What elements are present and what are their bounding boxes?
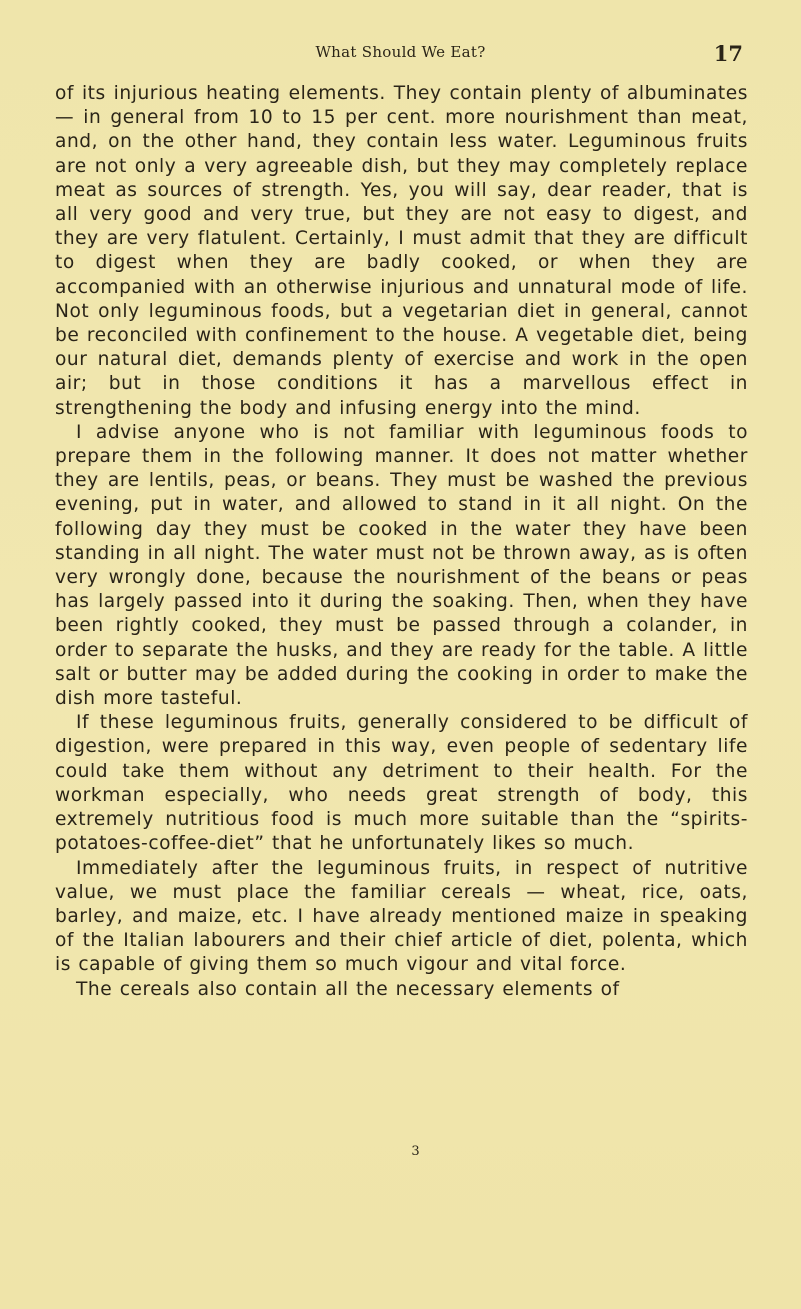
- running-title: What Should We Eat?: [315, 43, 486, 61]
- paragraph: I advise anyone who is not familiar with leguminous foods to prepare them in the following manner. It does not matter whether they are lentils, peas, or beans. They must be washed the previous evening, put in water, and allowed to stand in it all night. On the following day they must be cooked in the water they have been standing in all night. The water must not be thrown away, as is often very wrongly done, because the nourishment of the beans or peas has largely passed into it during the soaking. Then, when they have been rightly cooked, they must be passed through a colander, in order to separate the husks, and they are ready for the table. A little salt or butter may be added during the cooking in order to make the dish more tasteful.: [55, 421, 748, 710]
- body-text: [55, 82, 748, 1002]
- page-number: 17: [713, 41, 743, 66]
- paragraph: The cereals also contain all the necessary elements of: [76, 978, 620, 1000]
- signature-mark: 3: [411, 1144, 420, 1159]
- paragraph: Immediately after the leguminous fruits, in respect of nutritive value, we must place the familiar cereals — wheat, rice, oats, barley, and maize, etc. I have already mentioned maize in speaking of the Italian labourers and their chief article of diet, polenta, which is capable of giving them so much vigour and vital force.: [55, 857, 748, 976]
- paragraph: If these leguminous fruits, generally considered to be difficult of digestion, were prepared in this way, even people of sedentary life could take them without any detriment to their health. For the workman especially, who needs great strength of body, this extremely nutritious food is much more suitable than the “spirits-potatoes-coffee-diet” that he unfortunately likes so much.: [55, 712, 748, 855]
- paragraph: of its injurious heating elements. They contain plenty of albuminates — in general from 10 to 15 per cent. more nourishment than meat, and, on the other hand, they contain less water. Leguminous fruits are not only a very agreeable dish, but they may completely replace meat as sources of strength. Yes, you will say, dear reader, that is all very good and very true, but they are not easy to digest, and they are very flatulent. Certainly, I must admit that they are difficult to digest when they are badly cooked, or when they are accompanied with an otherwise injurious and unnatural mode of life. Not only leguminous foods, but a vegetarian diet in general, cannot be reconciled with confinement to the house. A vegetable diet, being our natural diet, demands plenty of exercise and work in the open air; but in those conditions it has a marvellous effect in strengthening the body and infusing energy into the mind.: [55, 83, 748, 419]
- running-header: [0, 43, 801, 73]
